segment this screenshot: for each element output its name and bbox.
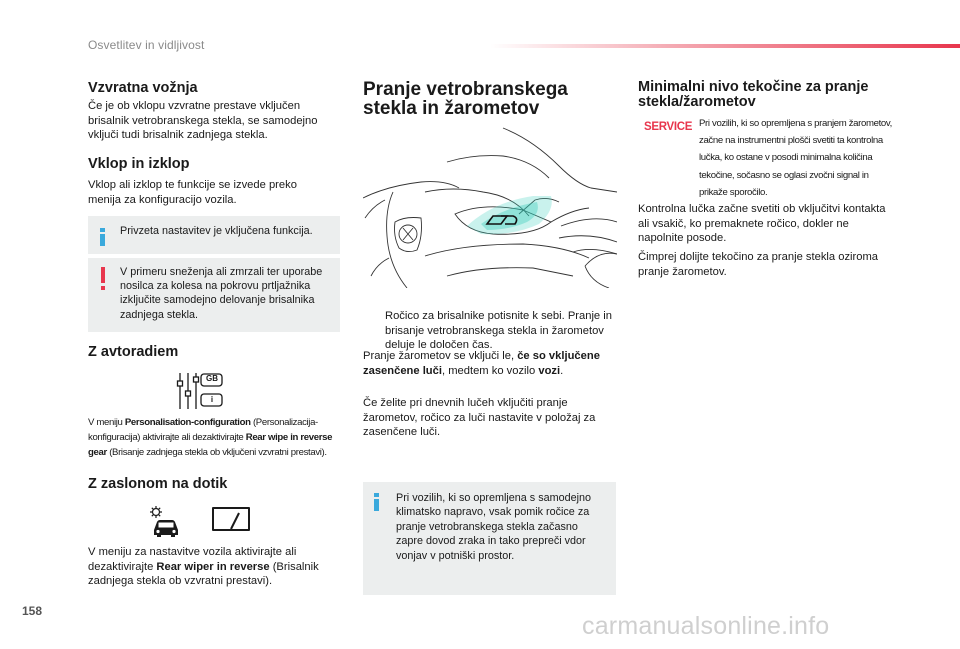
climate-info-text: Pri vozilih, ki so opremljena s samodejno klimatsko napravo, vsak pomik ročice za pranje vetrobranskega stekla začasno zapre dovod zraka in tako prepreči vdor vonjav v potniški prostor. bbox=[396, 492, 592, 562]
fluid-paragraph-1: Kontrolna lučka začne svetiti ob vključitvi kontakta ali vsakič, ko premaknete ročico, dokler ne napolnite posode. bbox=[638, 203, 886, 244]
bullet-text: Ročico za brisalnike potisnite k sebi. Pranje in brisanje vetrobranskega stekla in žarometov deluje le določen čas. bbox=[385, 310, 612, 351]
washer-paragraph-1: Pranje žarometov se vključi le, če so vključene zasenčene luči, medtem ko vozilo vozi. bbox=[363, 350, 600, 377]
radio-title: Z avtoradiem bbox=[88, 344, 179, 360]
gb-badge: GB bbox=[206, 374, 218, 383]
washer-title-line1: Pranje vetrobranskega bbox=[363, 79, 568, 100]
washer-paragraph-2: Če želite pri dnevnih lučeh vključiti pranje žarometov, ročico za luči nastavite v položaj za zasenčene luči. bbox=[363, 397, 596, 438]
touch-text: V meniju za nastavitve vozila aktivirajte ali dezaktivirajte Rear wiper in reverse (Brisalnik zadnjega stekla ob vzvratni prestavi). bbox=[88, 546, 319, 587]
fluid-paragraph-2: Čimprej dolijte tekočino za pranje stekla oziroma pranje žarometov. bbox=[638, 251, 879, 278]
service-warning-icon: SERVICE bbox=[644, 121, 693, 133]
onoff-text: Vklop ali izklop te funkcije se izvede preko menija za konfiguracijo vozila. bbox=[88, 179, 297, 206]
info-note-box bbox=[88, 216, 340, 254]
fluid-title-line1: Minimalni nivo tekočine za pranje bbox=[638, 79, 869, 95]
watermark: carmanualsonline.info bbox=[582, 612, 830, 640]
page-number: 158 bbox=[22, 604, 43, 618]
radio-text: V meniju Personalisation-configuration (Personalizacija-konfiguracija) aktivirajte ali dezaktivirajte Rear wipe in reverse gear (Brisanje zadnjega stekla ob vključeni vzvratni prestavi). bbox=[88, 417, 333, 458]
onoff-title: Vklop in izklop bbox=[88, 156, 190, 172]
touch-title: Z zaslonom na dotik bbox=[88, 476, 228, 492]
reverse-title: Vzvratna vožnja bbox=[88, 80, 198, 96]
climate-info-box bbox=[363, 482, 616, 595]
washer-title-line2: stekla in žarometov bbox=[363, 98, 540, 119]
i-badge: i bbox=[210, 395, 214, 404]
service-text: Pri vozilih, ki so opremljena s pranjem žarometov, začne na instrumentni plošči svetiti ta kontrolna lučka, ko ostane v posodi minimalna količina tekočine, sočasno se oglasi zvočni signal in prikaže sporočilo. bbox=[699, 118, 892, 198]
car-headlamp-washer-illustration bbox=[363, 126, 617, 288]
warning-note-text: V primeru sneženja ali zmrzali ter uporabe nosilca za kolesa na pokrovu prtljažnika izključite samodejno delovanje brisalnika zadnjega stekla. bbox=[120, 266, 323, 321]
car-settings-icon bbox=[146, 504, 184, 538]
section-header: Osvetlitev in vidljivost bbox=[88, 38, 205, 52]
reverse-text: Če je ob vklopu vzvratne prestave vključen brisalnik vetrobranskega stekla, se samodejno vključi tudi brisalnik zadnjega stekla. bbox=[88, 100, 318, 141]
info-note-text: Privzeta nastavitev je vključena funkcija. bbox=[120, 225, 313, 237]
rear-wiper-icon bbox=[211, 506, 251, 532]
header-rule bbox=[490, 44, 960, 48]
warning-note-box bbox=[88, 258, 340, 332]
fluid-title-line2: stekla/žarometov bbox=[638, 94, 756, 110]
